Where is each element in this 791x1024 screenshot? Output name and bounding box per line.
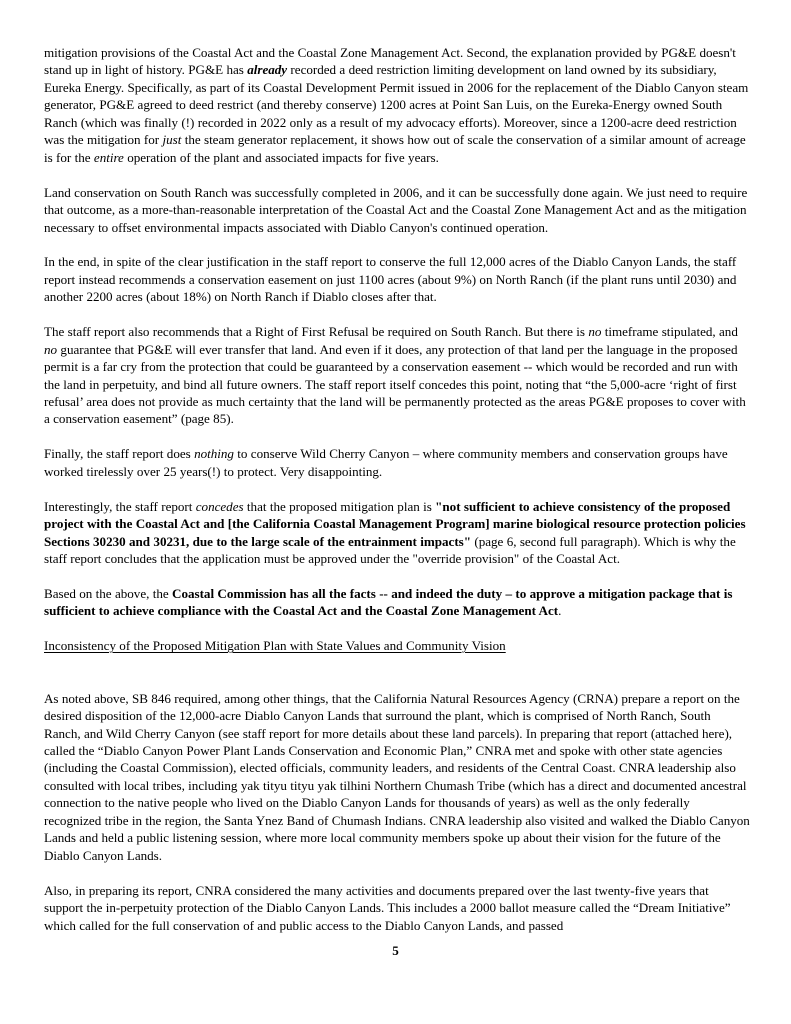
- text-run: operation of the plant and associated impacts for five years.: [123, 149, 439, 165]
- text-run: no: [44, 341, 58, 357]
- text-run: recorded a deed restriction limiting development on land owned by its subsidiary, Eureka Energy. Specifically, as part of its Coastal Development Permit issued in 2006 for the replacement of the Diablo Canyon steam generator, PG&E agreed to deed restrict (and thereby conserve) 1200 acres at Point San Luis, on the Eureka-Energy owned South Ranch (which was finally (!) recorded in 2022 only as a result of my advocacy efforts). Moreover, since a 1200-acre deed restriction was the mitigation for: [44, 62, 749, 148]
- text-run: Inconsistency of the Proposed Mitigation Plan with State Values and Community Vision: [44, 638, 506, 654]
- text-run: .: [558, 603, 562, 619]
- paragraph: [44, 690, 750, 865]
- text-run: Interestingly, the staff report: [44, 498, 196, 514]
- paragraph: [44, 585, 750, 620]
- section-heading: [44, 637, 750, 672]
- text-run: Finally, the staff report does: [44, 446, 195, 462]
- text-run: In the end, in spite of the clear justification in the staff report to conserve the full 12,000 acres of the Diablo Canyon Lands, the staff report instead recommends a conservation easement on just 1100 acres (about 9%) on North Ranch (if the plant runs until 2030) and another 2200 acres (about 18%) on North Ranch if Diablo closes after that.: [44, 254, 737, 305]
- text-run: no: [588, 324, 602, 340]
- text-run: to conserve Wild Cherry Canyon – where community members and conservation groups have worked tirelessly over 25 years(!) to protect. Very disappointing.: [44, 446, 728, 479]
- paragraph: [44, 253, 750, 305]
- text-run: guarantee that PG&E will ever transfer that land. And even if it does, any protection of that land per the language in the proposed permit is a far cry from the protection that could be guaranteed by a conservation easement -- which would be recorded and run with the land in perpetuity, and bind all future owners. The staff report itself concedes this point, noting that “the 5,000-acre ‘right of first refusal’ area does not provide as much certainty that the land will be permanently protected as the areas PG&E proposes to cover with a conservation easement” (page 85).: [44, 341, 746, 427]
- text-run: nothing: [194, 446, 234, 462]
- text-run: that the proposed mitigation plan is: [243, 498, 436, 514]
- text-run: concedes: [195, 498, 244, 514]
- text-run: Coastal Commission has all the facts -- and indeed the duty – to approve a mitigation package that is sufficient to achieve compliance with the Coastal Act and the Coastal Zone Management Act: [44, 585, 733, 619]
- text-run: the steam generator replacement, it shows how out of scale the conservation of a similar amount of acreage is for the: [44, 132, 746, 165]
- paragraph: [44, 445, 750, 480]
- text-run: "not sufficient to achieve consistency of the proposed project with the Coastal Act and [the California Coastal Management Program] marine biological resource protection policies Sections 30230 and 30231, due to the large scale of the entrainment impacts": [44, 498, 746, 549]
- paragraph: [44, 44, 750, 166]
- text-run: Land conservation on South Ranch was successfully completed in 2006, and it can be successfully done again. We just need to require that outcome, as a more-than-reasonable interpretation of the Coastal Act and the Coastal Zone Management Act and as the mitigation necessary to offset environmental impacts associated with Diablo Canyon's continued operation.: [44, 184, 748, 235]
- paragraph: [44, 882, 750, 934]
- text-run: Also, in preparing its report, CNRA considered the many activities and documents prepared over the last twenty-five years that support the in-perpetuity protection of the Diablo Canyon Lands. This includes a 2000 ballot measure called the “Dream Initiative” which called for the full conservation of and public access to the Diablo Canyon Lands, and passed: [44, 882, 731, 933]
- text-run: (page 6, second full paragraph). Which is why the staff report concludes that the application must be approved under the "override provision" of the Coastal Act.: [44, 533, 736, 567]
- section-heading-text: [44, 637, 506, 654]
- text-run: already: [247, 62, 288, 78]
- text-run: The staff report also recommends that a Right of First Refusal be required on South Ranch. But there is: [44, 324, 589, 340]
- text-run: timeframe stipulated, and: [601, 324, 738, 340]
- text-run: As noted above, SB 846 required, among other things, that the California Natural Resources Agency (CRNA) prepare a report on the desired disposition of the 12,000-acre Diablo Canyon Lands that surround the plant, which is comprised of North Ranch, South Ranch, and Wild Cherry Canyon (see staff report for more details about these land parcels). In preparing that report (attached here), called the “Diablo Canyon Power Plant Lands Conservation and Economic Plan,” CNRA met and spoke with other state agencies (including the Coastal Commission), elected officials, community leaders, and residents of the Central Coast. CNRA leadership also consulted with local tribes, including yak tityu tityu yak tilhini Northern Chumash Tribe (which has a direct and documented ancestral connection to the native people who lived on the Diablo Canyon Lands for thousands of years) as well as the only federally recognized tribe in the region, the Santa Ynez Band of Chumash Indians. CNRA leadership also visited and walked the Diablo Canyon Lands and held a public listening session, where more local community members spoke up about their vision for the future of the Diablo Canyon Lands.: [44, 690, 750, 863]
- page-number: 5: [392, 943, 399, 958]
- text-run: entire: [93, 149, 124, 165]
- text-run: just: [162, 132, 182, 148]
- paragraph: [44, 184, 750, 236]
- document-body: [44, 44, 750, 951]
- paragraph: [44, 323, 750, 428]
- text-run: Based on the above, the: [44, 585, 173, 601]
- text-run: mitigation provisions of the Coastal Act and the Coastal Zone Management Act. Second, the explanation provided by PG&E doesn't stand up in light of history. PG&E has: [44, 45, 736, 78]
- paragraph: [44, 498, 750, 568]
